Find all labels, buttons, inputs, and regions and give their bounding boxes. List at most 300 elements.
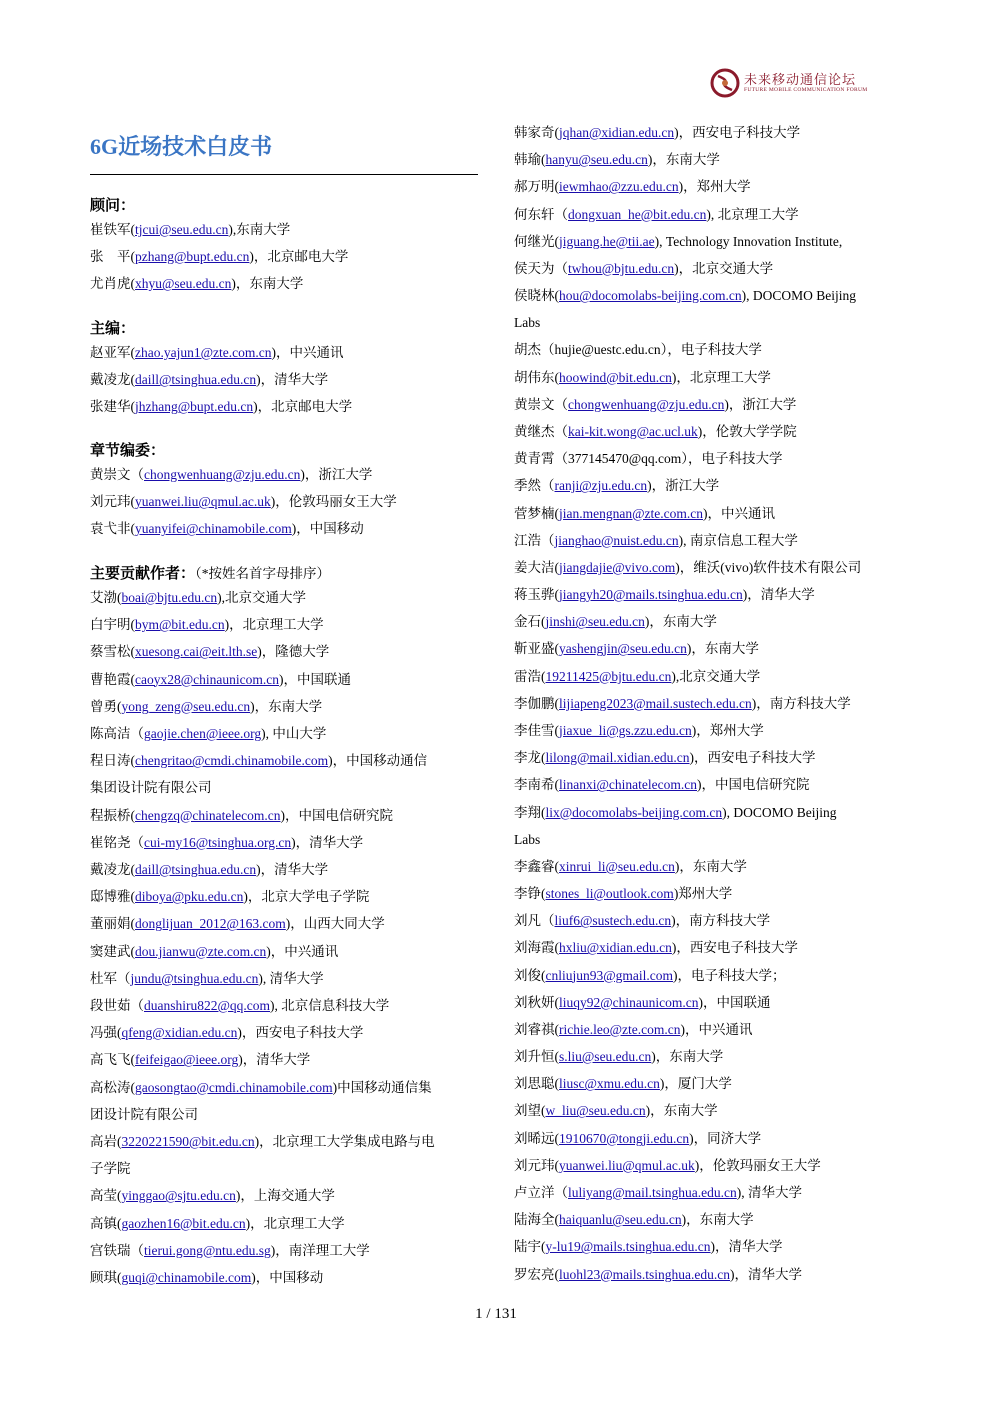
contributor-affiliation: )，厦门大学 <box>659 1076 732 1092</box>
contributor-email-link[interactable]: lix@docomolabs-beijing.com.cn <box>545 804 723 820</box>
contributor-entry <box>514 479 719 493</box>
contributor-name: 高镇( <box>90 1215 122 1231</box>
contributor-entry <box>514 778 810 792</box>
contributor-affiliation: )，清华大学 <box>238 1052 311 1068</box>
contributor-name: 艾渤( <box>90 590 122 605</box>
contributor-entry <box>514 316 540 330</box>
contributor-affiliation: ),北京交通大学 <box>217 590 307 605</box>
contributor-email-link[interactable]: yashengjin@seu.edu.cn <box>559 641 687 657</box>
contributor-affiliation: ), 北京理工大学 <box>706 206 799 222</box>
contributor-affiliation: )，清华大学 <box>256 862 329 877</box>
document-title: 6G近场技术白皮书 <box>90 134 273 159</box>
contributor-entry <box>90 727 326 741</box>
contributor-entry <box>514 670 760 684</box>
contributor-entry <box>514 887 732 901</box>
contributor-name: 李佳雪( <box>514 722 559 738</box>
section-heading <box>90 439 165 460</box>
contributor-email-link[interactable]: chengzq@chinatelecom.cn <box>135 807 281 823</box>
contributor-affiliation: )，浙江大学 <box>647 478 720 494</box>
contributor-entry <box>90 1108 198 1122</box>
contributor-entry <box>514 235 842 249</box>
section-heading <box>90 317 135 338</box>
contributor-name: 李龙( <box>514 750 546 766</box>
contributor-email-link[interactable]: hoowind@bit.edu.cn <box>559 369 672 385</box>
contributor-affiliation: )，伦敦玛丽女王大学 <box>270 494 397 510</box>
contributor-affiliation: )，中兴通讯 <box>271 345 344 360</box>
contributor-name: 黄青霄（377145470@qq.com），电子科技大学 <box>514 451 783 467</box>
contributor-name: 刘秋妍( <box>514 994 559 1010</box>
contributor-affiliation: )，西安电子科技大学 <box>674 125 801 140</box>
contributor-entry <box>514 371 771 385</box>
contributor-entry <box>514 126 800 140</box>
contributor-email-link[interactable]: tierui.gong@ntu.edu.sg <box>144 1242 271 1258</box>
contributor-entry <box>514 180 751 194</box>
contributor-email-link[interactable]: yong_zeng@seu.edu.cn <box>121 698 251 714</box>
contributor-email-link[interactable]: s.liu@seu.edu.cn <box>559 1049 652 1065</box>
contributor-affiliation: )，东南大学 <box>647 152 720 168</box>
contributor-entry <box>514 1213 754 1227</box>
contributor-affiliation: )，伦敦大学学院 <box>697 423 797 439</box>
contributor-entry <box>514 1132 761 1146</box>
contributor-entry <box>90 1026 363 1040</box>
contributor-name: 刘俊( <box>514 967 546 983</box>
contributor-name: 陆宇( <box>514 1239 546 1255</box>
contributor-name: 窦建武( <box>90 943 135 959</box>
contributor-name: 何东轩（ <box>514 206 568 222</box>
contributor-email-link[interactable]: w_liu@seu.edu.cn <box>545 1103 646 1119</box>
contributor-name: 程日涛( <box>90 753 135 769</box>
contributor-entry <box>514 343 762 357</box>
contributor-email-link[interactable]: hxliu@xidian.edu.cn <box>559 940 672 956</box>
contributor-entry <box>90 495 397 509</box>
contributor-entry <box>514 941 798 955</box>
contributor-email-link[interactable]: qfeng@xidian.edu.cn <box>121 1025 238 1041</box>
contributor-name: 李翔( <box>514 804 546 820</box>
logo-cn-text: 未来移动通信论坛 <box>744 71 857 87</box>
contributor-entry <box>514 615 717 629</box>
contributor-affiliation: )，东南大学 <box>681 1212 754 1228</box>
contributor-name: 蔡雪松( <box>90 644 135 660</box>
contributor-name: 侯晓林( <box>514 288 559 304</box>
contributor-affiliation: ), 南京信息工程大学 <box>678 532 798 548</box>
contributor-entry <box>90 1053 310 1067</box>
contributor-affiliation: ), 中山大学 <box>261 726 327 741</box>
contributor-name: 杜军（ <box>90 970 131 986</box>
contributor-email-link[interactable]: yinggao@sjtu.edu.cn <box>121 1188 236 1204</box>
contributor-email-link[interactable]: gaojie.chen@ieee.org <box>144 726 262 741</box>
contributor-entry <box>514 1159 821 1173</box>
contributor-email-link[interactable]: linanxi@chinatelecom.cn <box>559 777 698 793</box>
contributor-entry <box>514 751 816 765</box>
contributor-email-link[interactable]: 19211425@bjtu.edu.cn <box>545 668 672 684</box>
contributor-entry <box>90 700 322 714</box>
contributor-email-link[interactable]: luliyang@mail.tsinghua.edu.cn <box>568 1185 737 1201</box>
contributor-email-link[interactable]: jiangdajie@vivo.com <box>559 559 676 575</box>
contributor-entry <box>90 917 385 931</box>
contributor-affiliation: )，南洋理工大学 <box>270 1242 370 1258</box>
contributor-affiliation: )，清华大学 <box>742 587 815 603</box>
contributor-name: 黄崇文（ <box>90 467 144 482</box>
title-divider <box>90 174 478 175</box>
contributor-affiliation: )，东南大学 <box>686 641 759 657</box>
contributor-affiliation: Labs <box>514 831 541 847</box>
contributor-name: 李铮( <box>514 886 546 902</box>
contributor-entry <box>514 1077 732 1091</box>
contributor-name: 李伽鹏( <box>514 695 559 711</box>
forum-logo-icon <box>710 68 740 98</box>
contributor-name: 高飞飞( <box>90 1052 135 1068</box>
contributor-email-link[interactable]: chongwenhuang@zju.edu.cn <box>568 396 725 412</box>
contributor-name: 白宇明( <box>90 617 135 633</box>
contributor-name: 尤肖虎( <box>90 276 135 292</box>
contributor-email-link[interactable]: 1910670@tongji.edu.cn <box>559 1130 690 1146</box>
contributor-email-link[interactable]: jiaxue_li@gs.zzu.edu.cn <box>559 722 692 738</box>
contributor-affiliation: )，中国联通 <box>279 671 352 687</box>
contributor-affiliation: )，维沃(vivo)软件技术有限公司 <box>675 559 862 575</box>
contributor-entry <box>514 425 797 439</box>
contributor-entry <box>90 645 329 659</box>
contributor-affiliation: )，郑州大学 <box>678 179 751 195</box>
contributor-name: 刘元玮( <box>514 1157 559 1173</box>
contributor-name: 郝万明( <box>514 179 559 195</box>
contributor-email-link[interactable]: ranji@zju.edu.cn <box>554 478 648 494</box>
contributor-email-link[interactable]: richie.leo@zte.com.cn <box>559 1021 681 1037</box>
contributor-name: 高莹( <box>90 1188 122 1204</box>
section-heading-text: 主编： <box>90 321 136 337</box>
contributor-entry <box>90 863 328 877</box>
contributor-affiliation: )中国移动通信集 <box>332 1079 432 1095</box>
contributor-email-link[interactable]: haiquanlu@seu.edu.cn <box>559 1212 682 1228</box>
contributor-email-link[interactable]: twhou@bjtu.edu.cn <box>568 260 675 276</box>
contributor-entry <box>90 277 303 291</box>
contributor-affiliation: 子学院 <box>90 1161 131 1177</box>
contributor-affiliation: )，东南大学 <box>250 698 323 714</box>
contributor-affiliation: )，郑州大学 <box>691 722 764 738</box>
contributor-name: 顾琪( <box>90 1270 122 1285</box>
contributor-entry <box>514 1023 753 1037</box>
contributor-affiliation: )，清华大学 <box>256 372 329 388</box>
contributor-entry <box>514 806 837 820</box>
contributor-email-link[interactable]: stones_li@outlook.com <box>545 886 674 902</box>
contributor-name: 段世茹（ <box>90 998 144 1013</box>
contributor-email-link[interactable]: xhyu@seu.edu.cn <box>135 276 232 292</box>
contributor-entry <box>90 1135 435 1149</box>
contributor-name: 刘思聪( <box>514 1076 559 1092</box>
contributor-email-link[interactable]: cnliujun93@gmail.com <box>545 967 674 983</box>
contributor-entry <box>90 468 372 482</box>
contributor-email-link[interactable]: bym@bit.edu.cn <box>135 617 225 633</box>
contributor-email-link[interactable]: liusc@xmu.edu.cn <box>559 1076 660 1092</box>
contributor-email-link[interactable]: jian.mengnan@zte.com.cn <box>559 505 704 521</box>
contributor-affiliation: )，中兴通讯 <box>266 943 339 959</box>
contributor-name: 崔铭尧（ <box>90 834 144 850</box>
contributor-email-link[interactable]: daill@tsinghua.edu.cn <box>135 862 257 877</box>
contributor-name: 陈高洁（ <box>90 726 144 741</box>
contributor-affiliation: )，中兴通讯 <box>703 505 776 521</box>
contributor-entry <box>90 1189 335 1203</box>
contributor-affiliation: Labs <box>514 315 541 331</box>
section-heading-text: 顾问： <box>90 198 136 214</box>
contributor-name: 高松涛( <box>90 1079 135 1095</box>
contributor-email-link[interactable]: guqi@chinamobile.com <box>121 1270 252 1285</box>
contributor-email-link[interactable]: iewmhao@zzu.edu.cn <box>559 179 679 195</box>
contributor-email-link[interactable]: feifeigao@ieee.org <box>135 1052 239 1068</box>
contributor-affiliation: )，西安电子科技大学 <box>237 1025 364 1041</box>
contributor-email-link[interactable]: liuf6@sustech.edu.cn <box>554 913 672 929</box>
contributor-affiliation: )，北京邮电大学 <box>249 249 349 265</box>
contributor-name: 陆海全( <box>514 1212 559 1228</box>
contributor-entry <box>514 969 786 983</box>
contributor-affiliation: )，北京交通大学 <box>674 260 774 276</box>
contributor-email-link[interactable]: dongxuan_he@bit.edu.cn <box>568 206 707 222</box>
contributor-email-link[interactable]: daill@tsinghua.edu.cn <box>135 372 257 388</box>
contributor-name: 姜大洁( <box>514 559 559 575</box>
contributor-name: 赵亚军( <box>90 345 135 360</box>
contributor-entry <box>514 697 851 711</box>
contributor-affiliation: )，东南大学 <box>645 1103 718 1119</box>
contributor-entry <box>90 1162 131 1176</box>
contributor-affiliation: )，南方科技大学 <box>671 913 771 929</box>
contributor-affiliation: )，东南大学 <box>674 858 747 874</box>
contributor-affiliation: )，北京理工大学 <box>224 617 324 633</box>
contributor-affiliation: )，浙江大学 <box>724 396 797 412</box>
contributor-entry <box>514 914 770 928</box>
contributor-affiliation: )，清华大学 <box>730 1266 803 1282</box>
contributor-affiliation: )郑州大学 <box>673 886 733 902</box>
contributor-affiliation: )，中国移动通信 <box>328 753 428 769</box>
contributor-name: 曹艳霞( <box>90 671 135 687</box>
contributor-affiliation: ), 北京信息科技大学 <box>270 998 390 1013</box>
contributor-email-link[interactable]: jinshi@seu.edu.cn <box>545 614 645 630</box>
contributor-email-link[interactable]: pzhang@bupt.edu.cn <box>135 249 250 265</box>
contributor-affiliation: )，东南大学 <box>651 1049 724 1065</box>
contributor-name: 刘望( <box>514 1103 546 1119</box>
contributor-name: 刘晞远( <box>514 1130 559 1146</box>
contributor-affiliation: )，中国联通 <box>698 994 771 1010</box>
contributor-entry <box>90 972 324 986</box>
contributor-affiliation: ), 清华大学 <box>258 970 324 986</box>
contributor-email-link[interactable]: jiguang.he@tii.ae <box>559 233 655 249</box>
contributor-name: 雷浩( <box>514 668 546 684</box>
contributor-name: 刘海霞( <box>514 940 559 956</box>
contributor-entry <box>514 452 783 466</box>
contributor-email-link[interactable]: chongwenhuang@zju.edu.cn <box>144 467 301 482</box>
contributor-email-link[interactable]: jianghao@nuist.edu.cn <box>554 532 679 548</box>
contributor-affiliation: ),北京交通大学 <box>671 668 761 684</box>
contributor-email-link[interactable]: jhzhang@bupt.edu.cn <box>135 399 254 415</box>
contributor-email-link[interactable]: zhao.yajun1@zte.com.cn <box>135 345 272 360</box>
contributor-name: 卢立洋（ <box>514 1185 568 1201</box>
contributor-entry <box>514 996 771 1010</box>
contributor-affiliation: )，南方科技大学 <box>751 695 851 711</box>
contributor-name: 韩瑜( <box>514 152 546 168</box>
contributor-entry <box>514 1268 802 1282</box>
contributor-email-link[interactable]: donglijuan_2012@163.com <box>135 916 286 932</box>
contributor-affiliation: 团设计院有限公司 <box>90 1106 198 1122</box>
contributor-entry <box>90 781 212 795</box>
contributor-entry <box>90 591 306 605</box>
contributor-email-link[interactable]: dou.jianwu@zte.com.cn <box>135 943 267 959</box>
contributor-entry <box>514 398 796 412</box>
contributor-email-link[interactable]: hanyu@seu.edu.cn <box>545 152 648 168</box>
contributor-entry <box>514 833 540 847</box>
contributor-affiliation: )，东南大学 <box>231 276 304 292</box>
contributor-entry <box>90 836 363 850</box>
contributor-entry <box>514 860 747 874</box>
contributor-affiliation: )，隆德大学 <box>257 644 330 660</box>
contributor-name: 李南希( <box>514 777 559 793</box>
contributor-entry <box>90 999 389 1013</box>
contributor-email-link[interactable]: luohl23@mails.tsinghua.edu.cn <box>559 1266 731 1282</box>
contributor-email-link[interactable]: cui-my16@tsinghua.org.cn <box>144 834 292 850</box>
contributor-email-link[interactable]: yuanyifei@chinamobile.com <box>135 521 292 537</box>
contributor-name: 戴凌龙( <box>90 862 135 877</box>
contributor-name: 宫铁瑞（ <box>90 1242 144 1258</box>
contributor-affiliation: )，西安电子科技大学 <box>671 940 798 956</box>
contributor-entry <box>90 945 338 959</box>
contributor-affiliation: )，西安电子科技大学 <box>689 750 816 766</box>
contributor-name: 季然（ <box>514 478 555 494</box>
contributor-name: 金石( <box>514 614 546 630</box>
contributor-entry <box>90 754 427 768</box>
contributor-email-link[interactable]: kai-kit.wong@ac.ucl.uk <box>568 423 698 439</box>
contributor-entry <box>514 1050 723 1064</box>
contributor-entry <box>90 522 364 536</box>
contributor-email-link[interactable]: duanshiru822@qq.com <box>144 998 271 1013</box>
contributor-entry <box>90 373 328 387</box>
contributor-affiliation: )，中国电信研究院 <box>697 777 810 793</box>
contributor-entry <box>514 1240 783 1254</box>
contributor-entry <box>90 223 290 237</box>
contributor-entry <box>90 400 352 414</box>
contributor-entry <box>514 642 759 656</box>
contributor-name: 黄继杰（ <box>514 423 568 439</box>
contributor-affiliation: ), Technology Innovation Institute, <box>654 233 843 249</box>
contributor-entry <box>514 262 773 276</box>
contributor-entry <box>514 534 798 548</box>
contributor-affiliation: ),东南大学 <box>228 222 291 237</box>
contributor-name: 蒋玉骅( <box>514 587 559 603</box>
contributor-affiliation: )，清华大学 <box>291 834 364 850</box>
contributor-name: 冯强( <box>90 1025 122 1041</box>
contributor-affiliation: )，中国移动 <box>251 1270 324 1285</box>
contributor-name: 邸博雅( <box>90 889 135 905</box>
contributor-affiliation: )，中兴通讯 <box>680 1021 753 1037</box>
contributor-affiliation: )，伦敦玛丽女王大学 <box>694 1157 821 1173</box>
contributor-email-link[interactable]: jqhan@xidian.edu.cn <box>559 125 675 140</box>
contributor-name: 靳亚盛( <box>514 641 559 657</box>
contributor-entry <box>514 153 720 167</box>
forum-logo <box>710 68 867 98</box>
contributor-affiliation: )，清华大学 <box>710 1239 783 1255</box>
contributor-name: 侯天为（ <box>514 260 568 276</box>
contributor-email-link[interactable]: hou@docomolabs-beijing.com.cn <box>559 288 742 304</box>
contributor-entry <box>90 250 348 264</box>
contributor-email-link[interactable]: xuesong.cai@eit.lth.se <box>135 644 258 660</box>
contributor-entry <box>90 618 324 632</box>
contributor-email-link[interactable]: 3220221590@bit.edu.cn <box>121 1134 255 1149</box>
contributor-email-link[interactable]: lilong@mail.xidian.edu.cn <box>545 750 690 766</box>
contributor-entry <box>90 890 369 904</box>
contributor-name: 刘升恒( <box>514 1049 559 1065</box>
section-heading-note: （*按姓名首字母排序） <box>195 566 331 581</box>
contributor-affiliation: )，山西大同大学 <box>285 916 385 932</box>
contributor-affiliation: ), 清华大学 <box>736 1185 803 1201</box>
contributor-name: 曾勇( <box>90 698 122 714</box>
logo-en-text: FUTURE MOBILE COMMUNICATION FORUM <box>744 86 868 93</box>
section-heading-text: 章节编委： <box>90 443 166 459</box>
contributor-affiliation: ), DOCOMO Beijing <box>722 804 837 820</box>
contributor-affiliation: )，东南大学 <box>644 614 717 630</box>
contributor-email-link[interactable]: gaozhen16@bit.edu.cn <box>121 1215 246 1231</box>
contributor-email-link[interactable]: liuqy92@chinaunicom.cn <box>559 994 699 1010</box>
contributor-entry <box>90 1081 432 1095</box>
contributor-email-link[interactable]: jundu@tsinghua.edu.cn <box>130 970 259 986</box>
contributor-email-link[interactable]: yuanwei.liu@qmul.ac.uk <box>559 1157 695 1173</box>
contributor-email-link[interactable]: jiangyh20@mails.tsinghua.edu.cn <box>559 587 743 603</box>
contributor-name: 袁弋非( <box>90 521 135 537</box>
contributor-affiliation: )，北京理工大学集成电路与电 <box>254 1134 435 1149</box>
contributor-affiliation: )，浙江大学 <box>300 467 373 482</box>
contributor-email-link[interactable]: diboya@pku.edu.cn <box>135 889 244 905</box>
contributor-name: 罗宏亮( <box>514 1266 559 1282</box>
contributor-affiliation: )，北京邮电大学 <box>253 399 353 415</box>
section-heading-text: 主要贡献作者： <box>90 566 196 582</box>
contributor-affiliation: ), DOCOMO Beijing <box>741 288 857 304</box>
contributor-name: 刘凡（ <box>514 913 555 929</box>
contributor-name: 江浩（ <box>514 532 555 548</box>
contributor-email-link[interactable]: caoyx28@chinaunicom.cn <box>135 671 280 687</box>
contributor-entry <box>514 588 815 602</box>
contributor-entry <box>90 1217 345 1231</box>
contributor-email-link[interactable]: lijiapeng2023@mail.sustech.edu.cn <box>559 695 752 711</box>
contributor-entry <box>90 1271 323 1285</box>
contributor-affiliation: )，北京理工大学 <box>671 369 771 385</box>
contributor-email-link[interactable]: boai@bjtu.edu.cn <box>121 590 218 605</box>
contributor-affiliation: )，北京理工大学 <box>245 1215 345 1231</box>
section-heading <box>90 194 135 215</box>
contributor-affiliation: )，中国移动 <box>291 521 364 537</box>
contributor-entry <box>90 1244 370 1258</box>
contributor-email-link[interactable]: tjcui@seu.edu.cn <box>135 222 229 237</box>
page-number: 1 / 131 <box>475 1306 517 1322</box>
contributor-name: 崔铁军( <box>90 222 135 237</box>
section-heading <box>90 562 330 583</box>
contributor-entry <box>514 561 861 575</box>
contributor-entry <box>514 208 799 222</box>
contributor-email-link[interactable]: y-lu19@mails.tsinghua.edu.cn <box>545 1239 711 1255</box>
contributor-affiliation: )，上海交通大学 <box>235 1188 335 1204</box>
contributor-entry <box>514 1186 802 1200</box>
contributor-email-link[interactable]: xinrui_li@seu.edu.cn <box>559 858 675 874</box>
contributor-affiliation: )，北京大学电子学院 <box>243 889 370 905</box>
contributor-name: 何继光( <box>514 233 559 249</box>
contributor-email-link[interactable]: yuanwei.liu@qmul.ac.uk <box>135 494 271 510</box>
contributor-name: 张建华( <box>90 399 135 415</box>
contributor-name: 刘元玮( <box>90 494 135 510</box>
contributor-name: 高岩( <box>90 1134 122 1149</box>
contributor-name: 韩家奇( <box>514 125 559 140</box>
contributor-entry <box>90 809 393 823</box>
contributor-affiliation: )，同济大学 <box>689 1130 762 1146</box>
contributor-name: 董丽娟( <box>90 916 135 932</box>
contributor-name: 胡杰（hujie@uestc.edu.cn），电子科技大学 <box>514 342 762 358</box>
contributor-name: 程振桥( <box>90 807 135 823</box>
contributor-email-link[interactable]: gaosongtao@cmdi.chinamobile.com <box>135 1079 333 1095</box>
contributor-email-link[interactable]: chengritao@cmdi.chinamobile.com <box>135 753 329 769</box>
contributor-name: 刘睿祺( <box>514 1021 559 1037</box>
contributor-entry <box>90 673 351 687</box>
